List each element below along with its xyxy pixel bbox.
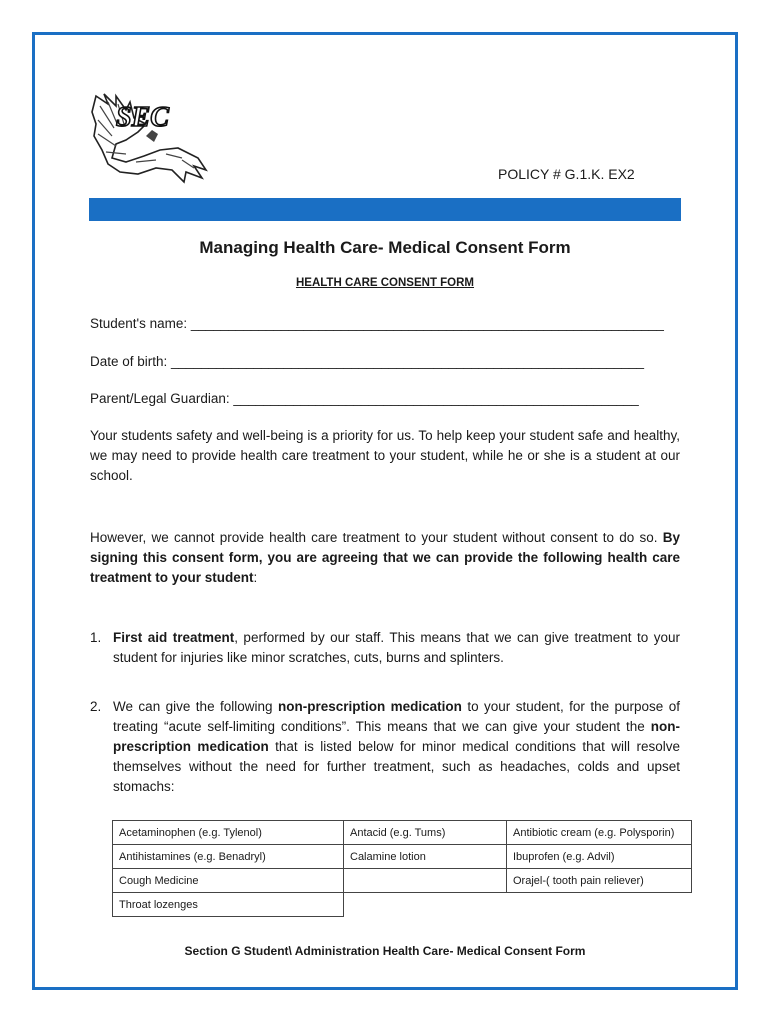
- table-cell: [344, 869, 507, 893]
- consent-bold-text: By signing this consent form, you are agreeing that we can provide the following health care treatment to your student: [90, 530, 680, 585]
- first-aid-heading: First aid treatment: [113, 630, 235, 645]
- medication-bold: non-prescription medication: [277, 699, 462, 714]
- student-name-field[interactable]: Student's name: _______________________________________________________________: [90, 316, 664, 331]
- table-row: [113, 845, 692, 869]
- first-aid-text: , performed by our staff. This means that we can give treatment to your student for injuries like minor scratches, cuts, burns and splinters.: [113, 630, 680, 665]
- table-cell: Antacid (e.g. Tums): [344, 821, 507, 845]
- medication-text: that is listed below for minor medical conditions that will resolve themselves without the need for further treatment, such as headaches, colds and upset stomachs:: [113, 739, 680, 794]
- header-bar: [89, 198, 681, 221]
- list-item-first-aid: [90, 628, 680, 668]
- list-number: 2.: [90, 699, 102, 714]
- medication-table: [112, 820, 692, 917]
- table-cell: Throat lozenges: [113, 893, 344, 917]
- table-cell: Acetaminophen (e.g. Tylenol): [113, 821, 344, 845]
- consent-paragraph: [90, 528, 680, 588]
- intro-paragraph: Your students safety and well-being is a priority for us. To help keep your student safe and healthy, we may need to provide health care treatment to your student, while he or she is a student at our school.: [90, 428, 680, 483]
- table-row: [113, 869, 692, 893]
- list-number: 1.: [90, 630, 102, 645]
- table-cell: Orajel-( tooth pain reliever): [507, 869, 692, 893]
- table-cell: Ibuprofen (e.g. Advil): [507, 845, 692, 869]
- medication-text: We can give the following: [113, 699, 278, 714]
- logo-text: SEC: [116, 102, 169, 133]
- table-cell: [344, 893, 692, 917]
- table-cell: Antihistamines (e.g. Benadryl): [113, 845, 344, 869]
- medication-text: to your student, for the purpose of treating “acute self-limiting conditions”. This means that we can give your student the: [113, 699, 680, 734]
- consent-text: However, we cannot provide health care treatment to your student without consent to do so.: [90, 530, 663, 545]
- list-item-medication: [90, 697, 680, 797]
- page-title: Managing Health Care- Medical Consent Form: [199, 238, 571, 257]
- date-of-birth-field[interactable]: Date of birth: _______________________________________________________________: [90, 354, 645, 369]
- table-cell: Calamine lotion: [344, 845, 507, 869]
- eagle-logo: [86, 92, 216, 184]
- guardian-field[interactable]: Parent/Legal Guardian: ______________________________________________________: [90, 391, 639, 406]
- table-cell: Cough Medicine: [113, 869, 344, 893]
- page-footer: Section G Student\ Administration Health Care- Medical Consent Form: [184, 944, 586, 958]
- table-row: [113, 893, 692, 917]
- table-cell: Antibiotic cream (e.g. Polysporin): [507, 821, 692, 845]
- form-subtitle: HEALTH CARE CONSENT FORM: [295, 277, 475, 289]
- policy-number: POLICY # G.1.K. EX2: [498, 166, 635, 182]
- consent-colon: :: [253, 570, 258, 585]
- table-row: [113, 821, 692, 845]
- medication-bold: non-prescription medication: [113, 719, 680, 754]
